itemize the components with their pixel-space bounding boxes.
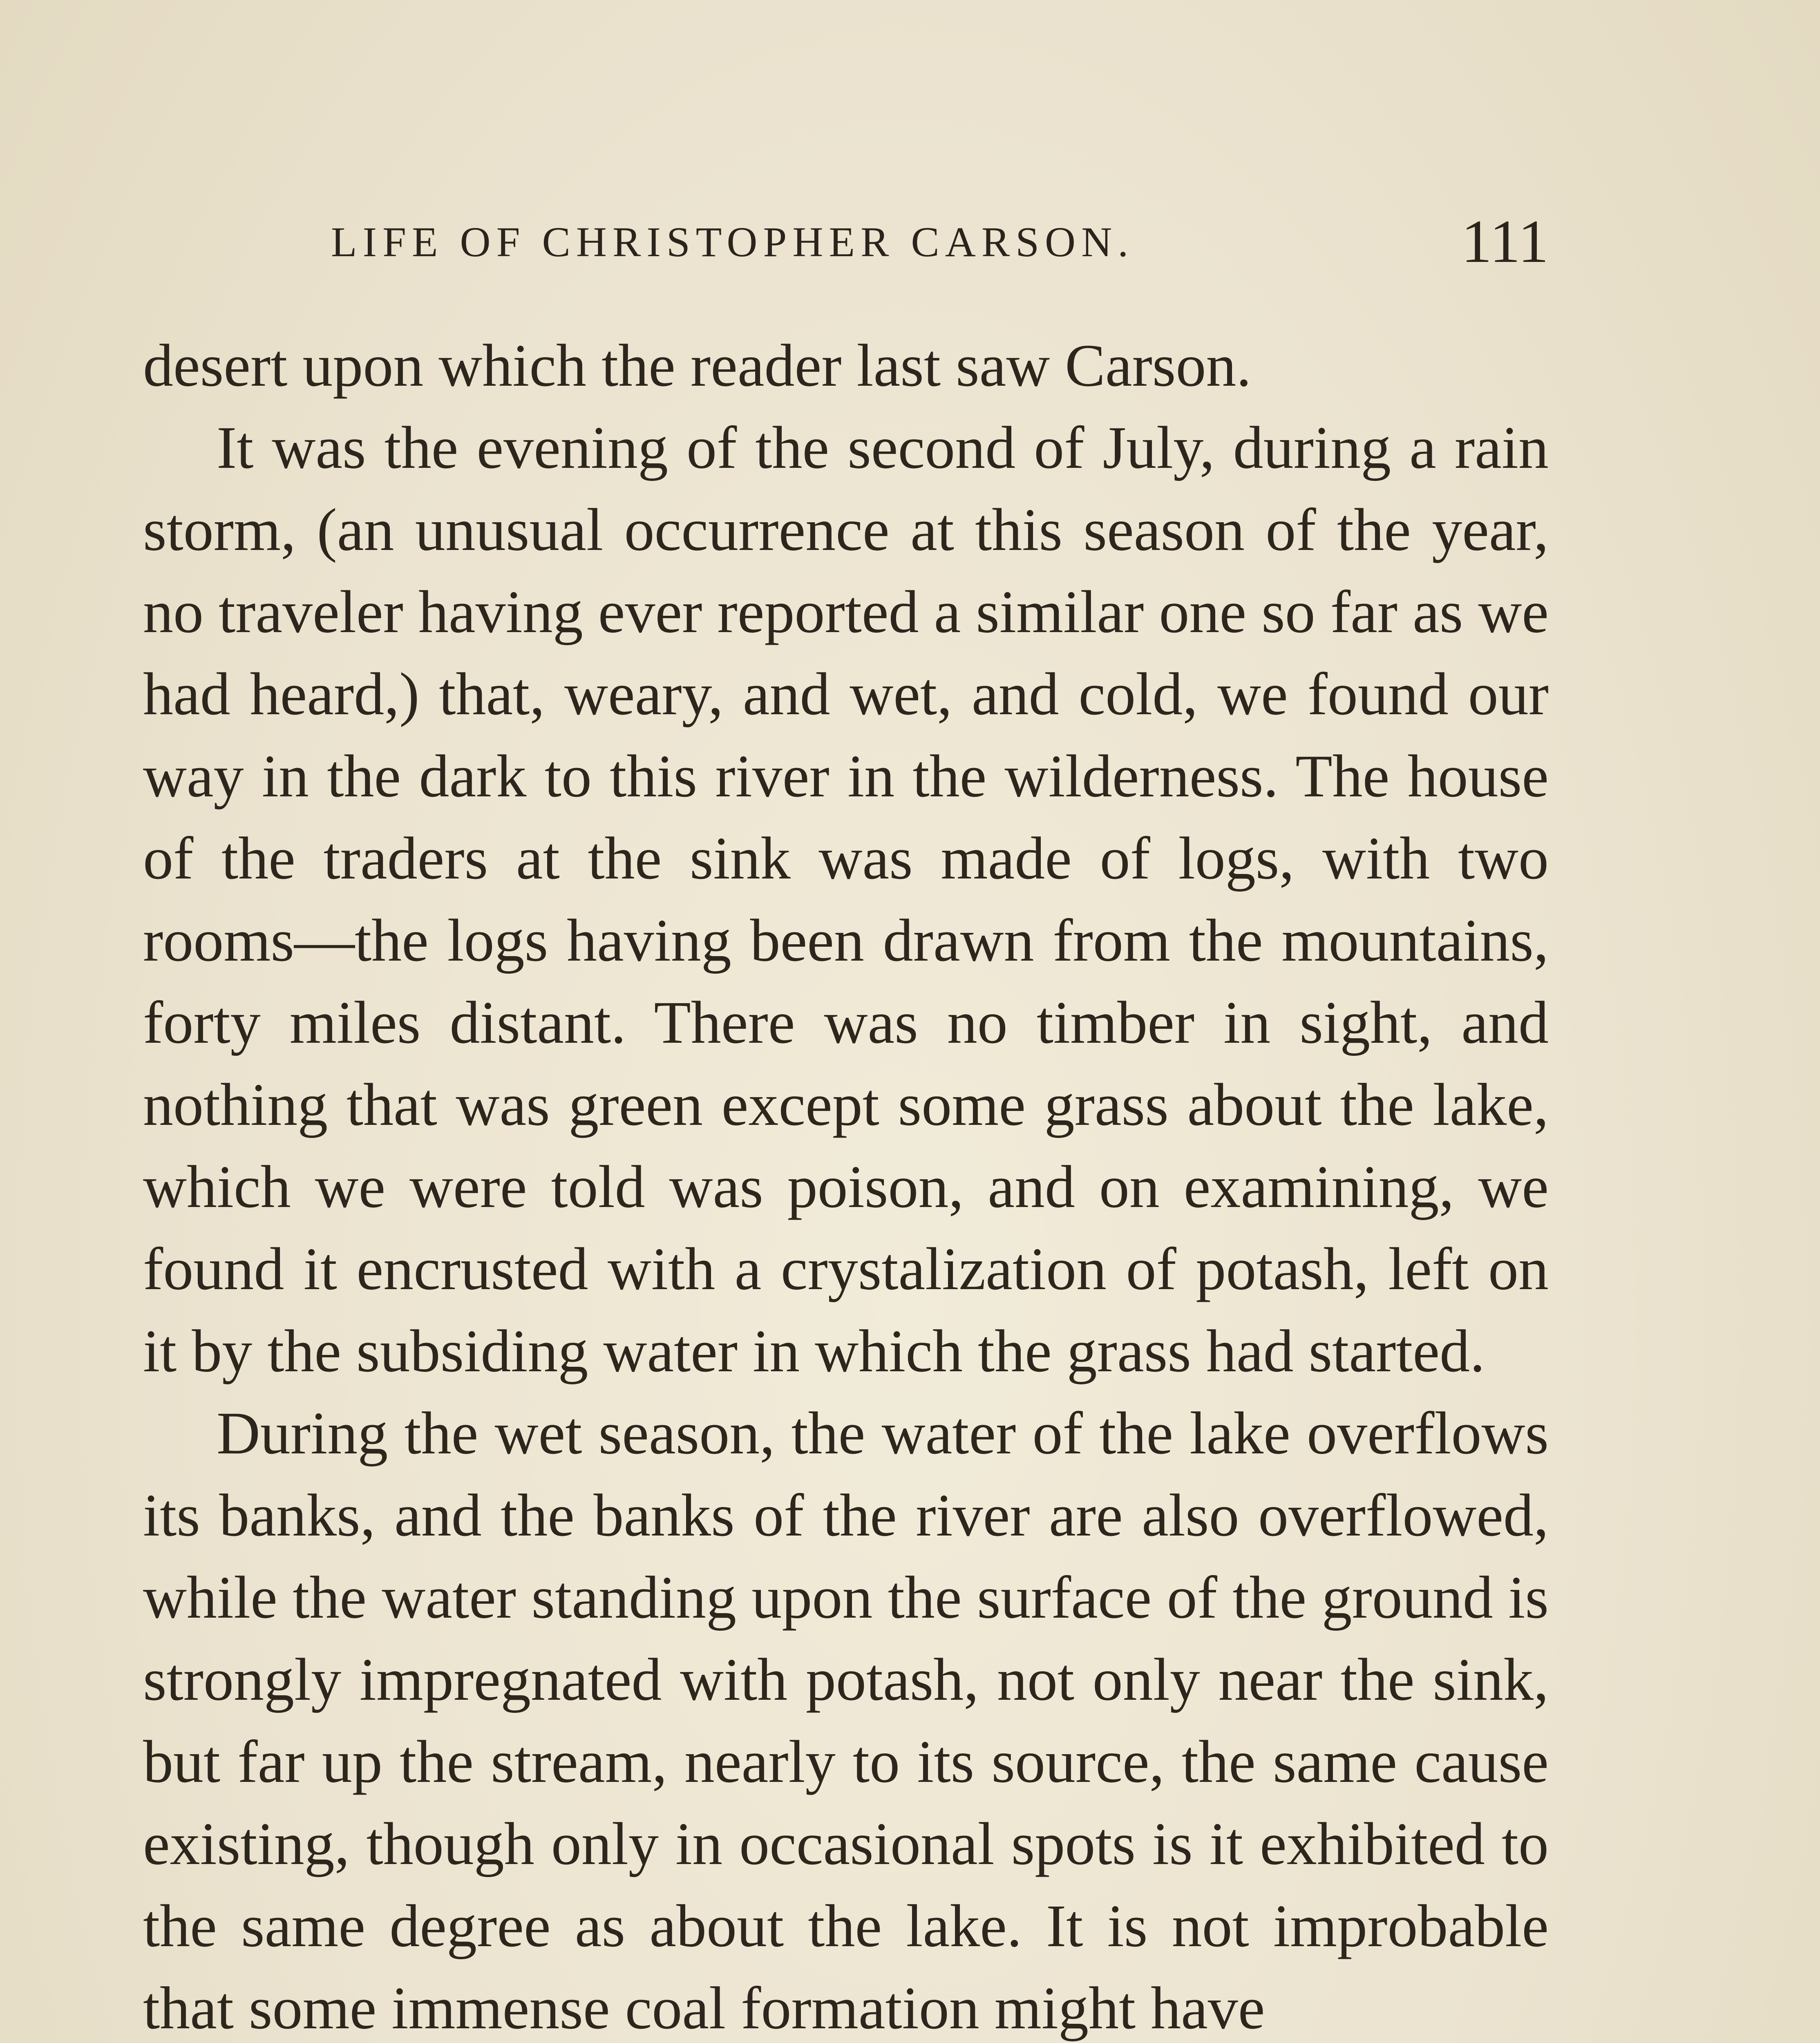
paragraph-1: desert upon which the reader last saw Carson.	[143, 332, 1252, 399]
running-head	[143, 206, 1549, 275]
body-text	[143, 325, 1549, 2043]
paragraph-3: During the wet season, the water of the lake overflows its banks, and the banks of the river are also overflowed, while the water standing upon the surface of the ground is strongly impregnated with potash, not only near the sink, but far up the stream, nearly to its source, the same cause existing, though only in occasional spots is it exhibited to the same degree as about the lake. It is not improbable that some immense coal formation might have	[143, 1400, 1549, 2042]
running-title: LIFE OF CHRISTOPHER CARSON.	[331, 219, 1134, 266]
paragraph-2: It was the evening of the second of July, during a rain storm, (an unusual occurrence at this season of the year, no traveler having ever reported a similar one so far as we had heard,) that, weary, and wet, and cold, we found our way in the dark to this river in the wilderness. The house of the traders at the sink was made of logs, with two rooms—the logs having been drawn from the mountains, forty miles distant. There was no timber in sight, and nothing that was green except some grass about the lake, which we were told was poison, and on examining, we found it encrusted with a crystalization of potash, left on it by the subsiding water in which the grass had started.	[143, 414, 1549, 1385]
page-number: 111	[1461, 208, 1549, 275]
